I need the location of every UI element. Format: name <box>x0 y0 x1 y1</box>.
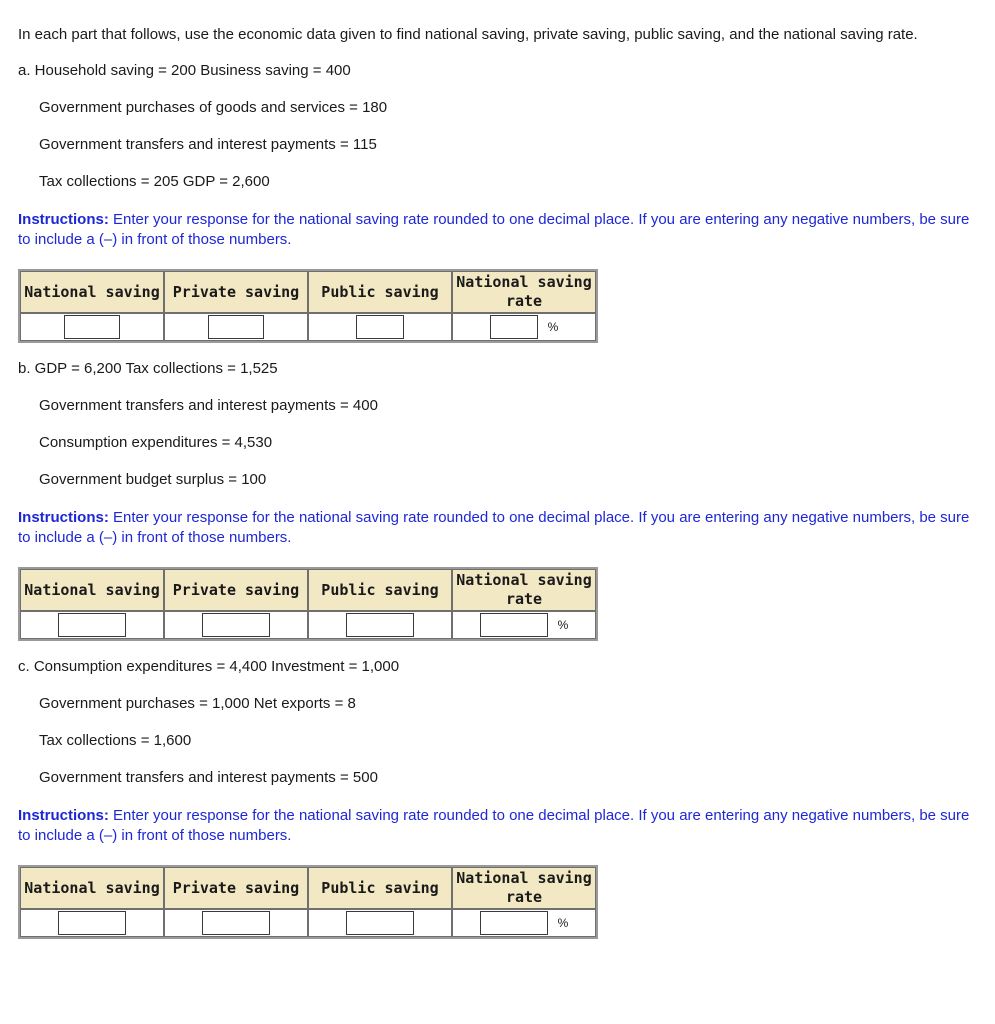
header-public-saving: Public saving <box>308 569 452 611</box>
percent-label: % <box>547 320 559 334</box>
instructions-text: Enter your response for the national saving rate rounded to one decimal place. If you are entering any negative numbers, be sure to include a (–) in front of those numbers. <box>18 807 970 844</box>
header-private-saving: Private saving <box>164 271 308 313</box>
public-saving-input[interactable] <box>346 613 414 637</box>
part-c <box>18 658 978 939</box>
intro-text: In each part that follows, use the economic data given to find national saving, private saving, public saving, and the national saving rate. <box>18 26 918 43</box>
part-a-line-2: Government purchases of goods and services = 180 <box>39 99 388 116</box>
public-saving-input[interactable] <box>346 911 414 935</box>
instructions-label: Instructions: <box>18 211 109 228</box>
part-a-answer-table <box>18 269 598 343</box>
percent-label: % <box>557 618 569 632</box>
part-c-line-1: c. Consumption expenditures = 4,400 Investment = 1,000 <box>18 658 400 675</box>
header-national-saving-rate: National saving rate <box>452 569 596 611</box>
header-private-saving: Private saving <box>164 569 308 611</box>
part-a-instructions <box>18 210 978 250</box>
header-national-saving-rate: National saving rate <box>452 271 596 313</box>
national-saving-input[interactable] <box>58 613 126 637</box>
instructions-label: Instructions: <box>18 509 109 526</box>
part-b-answer-table <box>18 567 598 641</box>
part-b-line-4: Government budget surplus = 100 <box>39 471 267 488</box>
private-saving-input[interactable] <box>202 613 270 637</box>
part-b-line-3: Consumption expenditures = 4,530 <box>39 434 273 451</box>
part-a <box>18 62 978 343</box>
private-saving-input[interactable] <box>202 911 270 935</box>
part-c-line-2: Government purchases = 1,000 Net exports = 8 <box>39 695 356 712</box>
instructions-text: Enter your response for the national saving rate rounded to one decimal place. If you are entering any negative numbers, be sure to include a (–) in front of those numbers. <box>18 211 970 248</box>
part-b <box>18 360 978 641</box>
instructions-label: Instructions: <box>18 807 109 824</box>
public-saving-input[interactable] <box>356 315 404 339</box>
header-public-saving: Public saving <box>308 867 452 909</box>
header-national-saving: National saving <box>20 569 164 611</box>
national-saving-input[interactable] <box>58 911 126 935</box>
part-c-answer-table <box>18 865 598 939</box>
part-b-line-2: Government transfers and interest payments = 400 <box>39 397 378 414</box>
part-a-line-4: Tax collections = 205 GDP = 2,600 <box>39 173 270 190</box>
part-c-instructions <box>18 806 978 846</box>
national-saving-rate-input[interactable] <box>480 613 548 637</box>
percent-label: % <box>557 916 569 930</box>
problem-page <box>18 26 978 939</box>
instructions-text: Enter your response for the national saving rate rounded to one decimal place. If you are entering any negative numbers, be sure to include a (–) in front of those numbers. <box>18 509 970 546</box>
part-c-line-3: Tax collections = 1,600 <box>39 732 192 749</box>
header-private-saving: Private saving <box>164 867 308 909</box>
national-saving-input[interactable] <box>64 315 120 339</box>
part-a-line-3: Government transfers and interest payments = 115 <box>39 136 377 153</box>
part-b-line-1: b. GDP = 6,200 Tax collections = 1,525 <box>18 360 278 377</box>
header-national-saving-rate: National saving rate <box>452 867 596 909</box>
header-public-saving: Public saving <box>308 271 452 313</box>
header-national-saving: National saving <box>20 271 164 313</box>
private-saving-input[interactable] <box>208 315 264 339</box>
header-national-saving: National saving <box>20 867 164 909</box>
part-b-instructions <box>18 508 978 548</box>
part-c-line-4: Government transfers and interest payments = 500 <box>39 769 378 786</box>
part-a-line-1: a. Household saving = 200 Business saving = 400 <box>18 62 351 79</box>
national-saving-rate-input[interactable] <box>490 315 538 339</box>
national-saving-rate-input[interactable] <box>480 911 548 935</box>
